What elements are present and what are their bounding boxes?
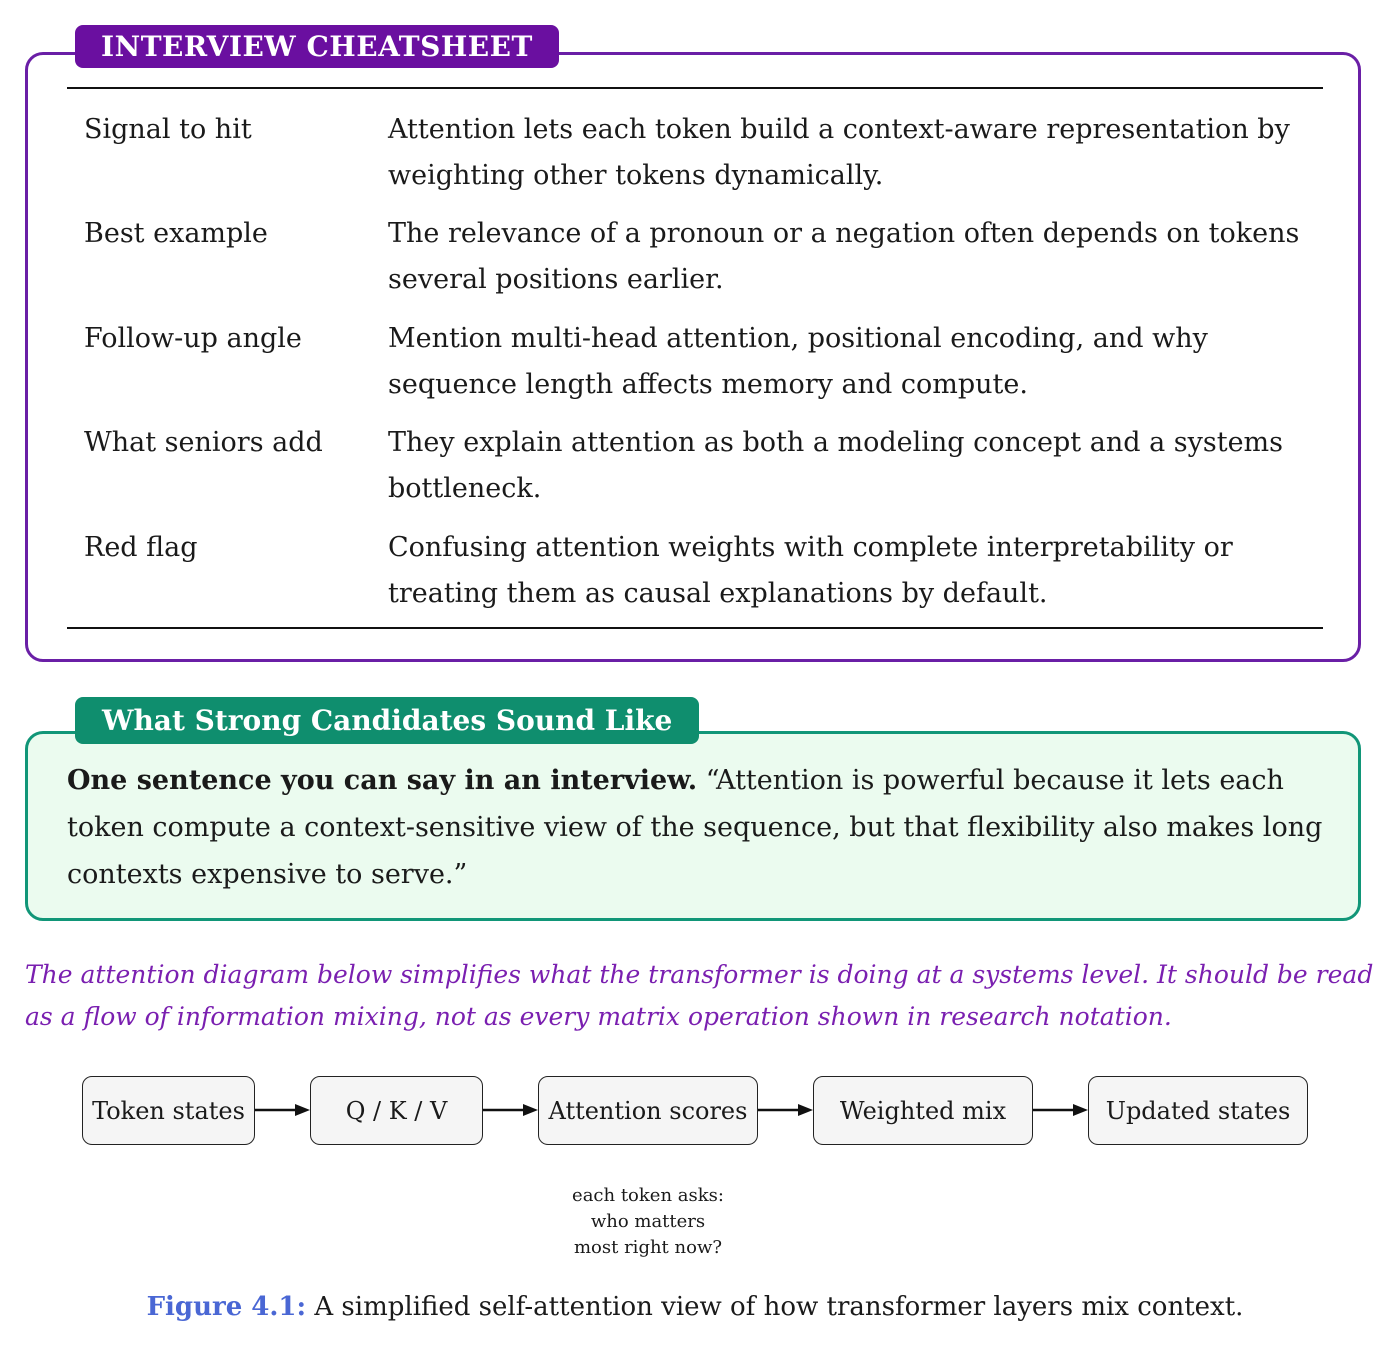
annotation-line: most right now? [573, 1237, 723, 1258]
diagram-intro-note: The attention diagram below simplifies what the transformer is doing at a systems level. It should be read as a flow of information mixing, not as every matrix operation shown in research notation. [25, 960, 1374, 1031]
strong-lead: One sentence you can say in an interview. [67, 765, 698, 796]
row-value: They explain attention as both a modeling concept and a systems bottleneck. [388, 427, 1284, 504]
row-value: Mention multi-head attention, positional encoding, and why sequence length affects memory and compute. [388, 323, 1208, 400]
strong-candidates-title: What Strong Candidates Sound Like [75, 697, 699, 744]
flow-node-token-states: Token states [82, 1076, 255, 1145]
figure-caption-text: A simplified self-attention view of how transformer layers mix context. [314, 1292, 1244, 1322]
flow-arrow [483, 1102, 539, 1118]
row-value: The relevance of a pronoun or a negation often depends on tokens several positions earlier. [388, 218, 1300, 295]
flow-node-weighted-mix: Weighted mix [813, 1076, 1033, 1145]
row-key: Red flag [84, 532, 198, 563]
cheatsheet-title: INTERVIEW CHEATSHEET [75, 25, 559, 68]
table-top-rule [67, 87, 1323, 89]
row-key: Follow-up angle [84, 323, 302, 354]
flow-arrow [255, 1102, 311, 1118]
row-value: Attention lets each token build a context-aware representation by weighting other tokens dynamically. [388, 114, 1290, 191]
flow-arrow [758, 1102, 814, 1118]
annotation-line: who matters [590, 1211, 706, 1232]
row-key: Signal to hit [84, 114, 252, 145]
table-bottom-rule [67, 627, 1323, 629]
strong-quote: “Attention is powerful because it lets each token compute a context-sensitive view of the sequence, but that flexibility also makes long contexts expensive to serve.” [67, 765, 1323, 890]
figure-label: Figure 4.1: [146, 1292, 307, 1322]
figure-caption [0, 1292, 1390, 1322]
row-key: What seniors add [84, 427, 323, 458]
flow-node-updated-states: Updated states [1088, 1076, 1308, 1145]
flow-node-attention-scores: Attention scores [538, 1076, 758, 1145]
flow-arrow [1033, 1102, 1089, 1118]
row-value: Confusing attention weights with complete interpretability or treating them as causal explanations by default. [388, 532, 1233, 609]
annotation-line: each token asks: [572, 1185, 724, 1206]
strong-candidates-text [67, 757, 1337, 898]
row-key: Best example [84, 218, 268, 249]
flow-node-qkv: Q / K / V [310, 1076, 483, 1145]
attention-annotation [548, 1183, 748, 1261]
